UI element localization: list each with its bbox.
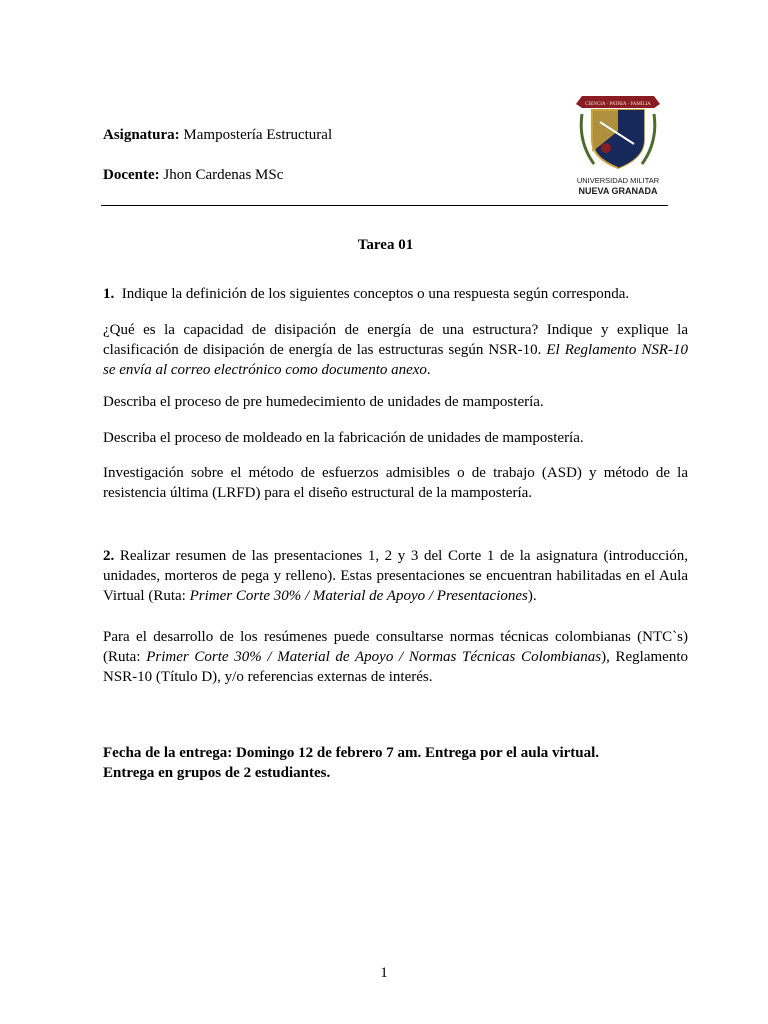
question-2: Describa el proceso de pre humedecimiento de unidades de mampostería. xyxy=(103,394,544,410)
question-1-italic: El Reglamento NSR-10 se envía al correo electrónico como documento anexo xyxy=(103,342,689,378)
logo-line2: NUEVA GRANADA xyxy=(578,186,658,196)
question-1-end: . xyxy=(426,362,431,378)
section1-number: 1. xyxy=(103,286,115,302)
header-divider xyxy=(101,205,668,206)
subject-value: Mampostería Estructural xyxy=(183,127,333,143)
section2-number: 2. xyxy=(103,548,115,564)
delivery-line-1: Fecha de la entrega: Domingo 12 de febrero 7 am. Entrega por el aula virtual. xyxy=(103,745,600,761)
teacher-line xyxy=(103,165,283,185)
section1-intro-text: Indique la definición de los siguientes conceptos o una respuesta según corresponda. xyxy=(121,286,630,302)
university-crest-icon xyxy=(572,92,664,200)
section1-intro xyxy=(103,284,688,304)
section2-paragraph-1: 2. Realizar resumen de las presentaciones 1, 2 y 3 del Corte 1 de la asignatura (introducción, unidades, morteros de pega y relleno). Estas presentaciones se encuentran habilitadas en el Aula Virtual (Ruta: Primer Corte 30% / Material de Apoyo / Presentaciones). xyxy=(103,548,689,604)
teacher-value: Jhon Cardenas MSc xyxy=(163,167,284,183)
delivery-info xyxy=(103,743,688,783)
university-logo xyxy=(572,92,664,200)
logo-line1: UNIVERSIDAD MILITAR xyxy=(576,176,660,185)
teacher-label: Docente: xyxy=(103,167,160,183)
page-title: Tarea 01 xyxy=(357,237,414,253)
question-3: Describa el proceso de moldeado en la fabricación de unidades de mampostería. xyxy=(103,430,584,446)
subject-line xyxy=(103,125,332,145)
question-1-text: ¿Qué es la capacidad de disipación de energía de una estructura? Indique y explique la clasificación de disipación de energía de las estructuras según NSR-10. xyxy=(103,322,688,358)
section2-paragraph-2: Para el desarrollo de los resúmenes puede consultarse normas técnicas colombianas (NTC`s) (Ruta: Primer Corte 30% / Material de Apoyo / Normas Técnicas Colombianas), Reglamento NSR-10 (Título D), y/o referencias externas de interés. xyxy=(103,629,688,685)
question-1 xyxy=(103,320,688,380)
delivery-line-2: Entrega en grupos de 2 estudiantes. xyxy=(103,765,331,781)
logo-motto: CIENCIA · PATRIA · FAMILIA xyxy=(585,102,651,107)
subject-label: Asignatura: xyxy=(103,127,180,143)
question-4: Investigación sobre el método de esfuerzos admisibles o de trabajo (ASD) y método de la resistencia última (LRFD) para el diseño estructural de la mampostería. xyxy=(103,465,688,501)
page-number: 1 xyxy=(380,965,388,981)
